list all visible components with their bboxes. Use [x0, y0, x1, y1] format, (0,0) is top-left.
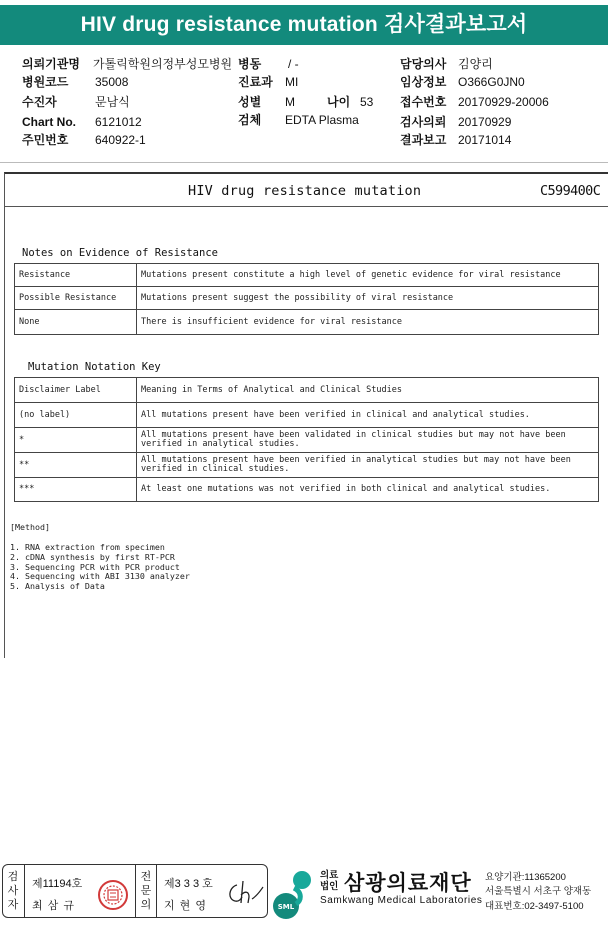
sml-logo-icon — [272, 866, 318, 920]
specimen-label: 검체 — [238, 113, 262, 127]
ward-value: / - — [288, 57, 299, 71]
accession-value: 20170929-20006 — [458, 95, 549, 109]
role-text: 검사자 — [7, 871, 19, 911]
evidence-section-title: Notes on Evidence of Resistance — [22, 247, 218, 259]
report-date-label: 결과보고 — [400, 133, 447, 147]
evidence-term: None — [15, 310, 137, 335]
notation-row — [15, 428, 599, 453]
specimen-value: EDTA Plasma — [285, 113, 359, 127]
specialist-role — [136, 865, 156, 917]
method-step: 2. cDNA synthesis by first RT-PCR — [10, 551, 175, 562]
notation-meaning: At least one mutations was not verified in both clinical and analytical studies. — [137, 478, 599, 502]
notation-row — [15, 403, 599, 428]
notation-meaning: All mutations present have been verified in clinical and analytical studies. — [137, 403, 599, 428]
evidence-table — [14, 263, 599, 335]
institution-label: 의뢰기관명 — [22, 57, 80, 71]
org-name: 삼광의료재단 — [344, 872, 472, 895]
org-code: 요양기관:11365200 — [485, 872, 566, 883]
clinical-info-value: O366G0JN0 — [458, 75, 525, 89]
id-label: 주민번호 — [22, 133, 69, 147]
id-value: 640922-1 — [95, 133, 146, 147]
department-value: MI — [285, 75, 299, 89]
notation-row — [15, 453, 599, 478]
report-header-title: HIV drug resistance mutation 검사결과보고서 — [0, 5, 608, 45]
org-type — [320, 870, 338, 892]
ward-label: 병동 — [238, 57, 262, 71]
report-footer — [0, 858, 608, 929]
notation-section-title: Mutation Notation Key — [28, 361, 161, 373]
evidence-row — [15, 310, 599, 335]
department-label: 진료과 — [238, 75, 273, 89]
receiver-label: 수진자 — [22, 95, 57, 109]
signature-divider — [156, 865, 157, 917]
notation-label: *** — [15, 478, 137, 502]
report-title-divider — [5, 206, 608, 207]
org-address: 서울특별시 서초구 양재동 — [485, 886, 592, 897]
hospital-code-value: 35008 — [95, 75, 129, 89]
evidence-description: Mutations present constitute a high level of genetic evidence for viral resistance — [137, 264, 599, 287]
handwritten-signature-icon — [223, 877, 267, 909]
signature-divider — [24, 865, 25, 917]
notation-meaning: Meaning in Terms of Analytical and Clinical Studies — [137, 378, 599, 403]
examiner-license: 제11194호 — [32, 878, 83, 890]
method-title: [Method] — [10, 522, 50, 532]
method-step: 3. Sequencing PCR with PCR product — [10, 561, 180, 572]
notation-row — [15, 378, 599, 403]
notation-row — [15, 478, 599, 502]
official-seal-icon — [97, 879, 129, 911]
examiner-role — [3, 865, 23, 917]
chart-value: 6121012 — [95, 115, 142, 129]
method-step: 1. RNA extraction from specimen — [10, 542, 165, 552]
report-code: C599400C — [540, 183, 601, 199]
org-english-name: Samkwang Medical Laboratories — [320, 895, 483, 906]
notation-label: ** — [15, 453, 137, 478]
notation-label: (no label) — [15, 403, 137, 428]
evidence-row — [15, 287, 599, 310]
request-date-label: 검사의뢰 — [400, 115, 447, 129]
notation-meaning: All mutations present have been verified in analytical studies but may not have been verified in clinical studies. — [137, 453, 599, 478]
notation-label: Disclaimer Label — [15, 378, 137, 403]
request-date-value: 20170929 — [458, 115, 512, 129]
method-step: 5. Analysis of Data — [10, 581, 105, 592]
org-type-line-2: 법인 — [320, 881, 339, 892]
evidence-description: Mutations present suggest the possibility of viral resistance — [137, 287, 599, 310]
notation-label: * — [15, 428, 137, 453]
institution-value: 가톨릭학원의정부성모병원 — [93, 57, 233, 71]
age-value: 53 — [360, 95, 374, 109]
chart-label: Chart No. — [22, 115, 76, 129]
role-text: 전문의 — [140, 871, 152, 911]
doctor-value: 김양리 — [458, 57, 493, 71]
report-title: HIV drug resistance mutation — [188, 183, 422, 199]
report-date-value: 20171014 — [458, 133, 512, 147]
sex-value: M — [285, 95, 295, 109]
notation-meaning: All mutations present have been validated in clinical studies but may not have been verified in analytical studies. — [137, 428, 599, 453]
evidence-row — [15, 264, 599, 287]
examiner-name: 최 삼 규 — [32, 900, 75, 912]
logo-text: SML — [277, 903, 295, 911]
accession-label: 접수번호 — [400, 95, 447, 109]
age-label: 나이 — [327, 95, 351, 109]
signature-box — [2, 864, 268, 918]
specialist-name: 지 현 영 — [164, 900, 207, 912]
notation-table — [14, 377, 599, 502]
hospital-code-label: 병원코드 — [22, 75, 69, 89]
specialist-license: 제3 3 3 호 — [164, 878, 213, 890]
org-phone: 대표번호:02-3497-5100 — [485, 901, 584, 912]
doctor-label: 담당의사 — [400, 57, 447, 71]
evidence-term: Possible Resistance — [15, 287, 137, 310]
receiver-value: 문남식 — [95, 95, 130, 109]
header-divider — [0, 162, 608, 163]
org-type-line-1: 의료 — [320, 870, 339, 881]
evidence-term: Resistance — [15, 264, 137, 287]
clinical-info-label: 임상정보 — [400, 75, 447, 89]
method-step: 4. Sequencing with ABI 3130 analyzer — [10, 571, 190, 582]
evidence-description: There is insufficient evidence for viral resistance — [137, 310, 599, 335]
sex-label: 성별 — [238, 95, 262, 109]
